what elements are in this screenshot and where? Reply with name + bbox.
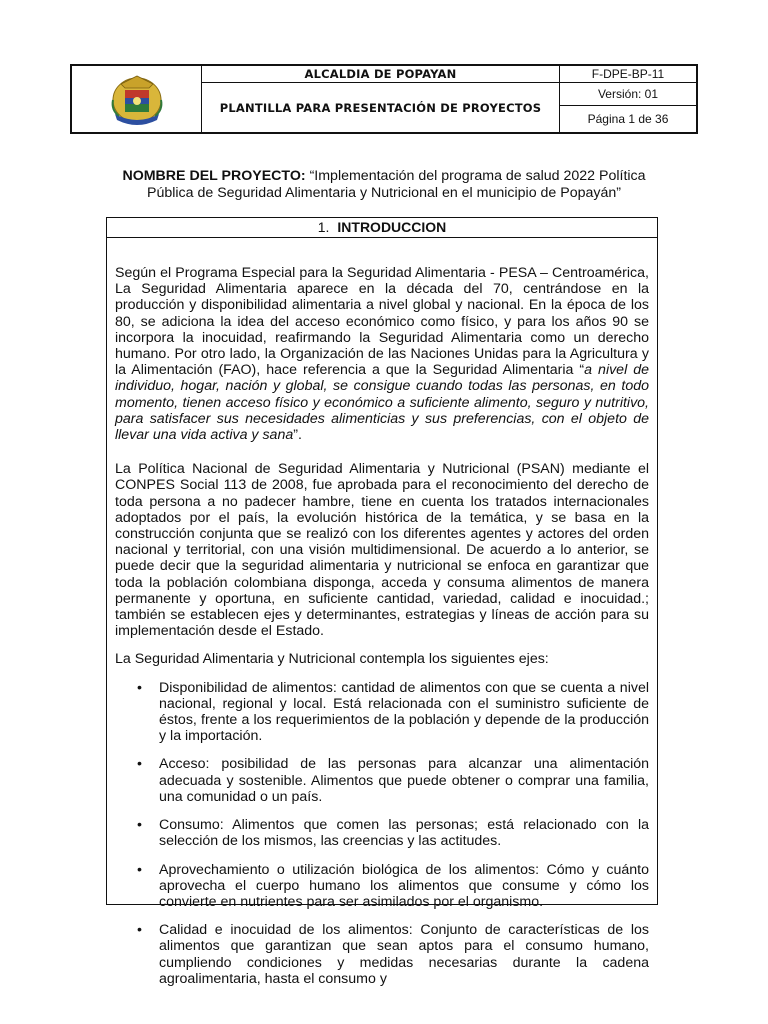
section-title-text: INTRODUCCION	[337, 219, 447, 235]
document-header	[70, 64, 698, 134]
org-name: ALCALDIA DE POPAYAN	[202, 66, 559, 83]
fao-quote: a nivel de individuo, hogar, nación y global, se consigue cuando todas las personas, en todo momento, tienen acceso físico y económico a suficiente alimento, seguro y nutritivo, para satisfacer sus necesidades alimenticias y sus preferencias, con el objeto de llevar una vida activa y sana	[115, 362, 649, 444]
list-item-text: Acceso: posibilidad de las personas para alcanzar una alimentación adecuada y sostenible. Alimentos que puede obtener o comprar una familia, una comunidad o un país.	[159, 756, 649, 805]
project-name-text: “Implementación del programa de salud 2022 Política Pública de Seguridad Alimentaria y Nutricional en el municipio de Popayán”	[147, 168, 646, 201]
introduction-section	[106, 217, 658, 987]
paragraph-ejes-intro: La Seguridad Alimentaria y Nutricional contempla los siguientes ejes:	[115, 651, 549, 668]
form-code: F-DPE-BP-11	[560, 66, 696, 83]
quote-end: ”.	[293, 427, 302, 444]
logo-cell	[72, 66, 202, 132]
bullet-icon: •	[137, 679, 142, 696]
section-number: 1.	[317, 219, 330, 235]
list-item	[115, 862, 649, 911]
list-item	[115, 922, 649, 987]
bullet-icon: •	[137, 922, 142, 939]
municipal-coat-of-arms-logo	[109, 70, 165, 128]
list-item-text: Disponibilidad de alimentos: cantidad de alimentos con que se cuenta a nivel nacional, regional y local. Está relacionada con el suministro suficiente de éstos, frente a los requerimientos de la población y depende de la producción y la importación.	[159, 679, 649, 745]
paragraph-pesa-text: Según el Programa Especial para la Seguridad Alimentaria - PESA – Centroamérica, La Seguridad Alimentaria aparece en la década del 70, centrándose en la producción y disponibilidad alimentaria a nivel global y nacional. En la época de los 80, se adiciona la idea del acceso económico como físico, y para los años 90 se incorpora la inocuidad, reafirmando la Seguridad Alimentaria como un derecho humano. Por otro lado, la Organización de las Naciones Unidas para la Agricultura y la Alimentación (FAO), hace referencia a que la Seguridad Alimentaria “	[115, 265, 649, 379]
bullet-icon: •	[137, 817, 142, 834]
bullet-icon: •	[137, 861, 142, 878]
paragraph-psan: La Política Nacional de Seguridad Alimentaria y Nutricional (PSAN) mediante el CONPES Social 113 de 2008, fue aprobada para el reconocimiento del derecho de toda persona a no padecer hambre, tiene en cuenta los tratados internacionales adoptados por el país, la evolución histórica de la temática, y se basa en la construcción conjunta que se realizó con los diferentes agentes y actores del orden nacional y territorial, con una visión multidimensional. De acuerdo a lo anterior, se puede decir que la seguridad alimentaria y nutricional se enfoca en garantizar que toda la población colombiana disponga, acceda y consuma alimentos de manera permanente y oportuna, en suficiente cantidad, variedad, calidad e inocuidad.; también se establecen ejes y determinantes, estrategias y líneas de acción para su implementación desde el Estado.	[115, 461, 649, 640]
list-item-text: Consumo: Alimentos que comen las personas; está relacionado con la selección de los mismos, las creencias y las actitudes.	[159, 817, 649, 850]
list-item-text: Calidad e inocuidad de los alimentos: Conjunto de características de los alimentos que garantizan que sean aptos para el consumo humano, cumpliendo condiciones y medidas necesarias durante la cadena agroalimentaria, hasta el consumo y	[159, 922, 649, 987]
header-center	[202, 66, 560, 132]
paragraph-pesa	[115, 265, 649, 443]
ejes-list	[115, 680, 649, 987]
page-number: Página 1 de 36	[587, 112, 669, 126]
template-title: PLANTILLA PARA PRESENTACIÓN DE PROYECTOS	[219, 100, 542, 115]
list-item	[115, 817, 649, 849]
version-label: Versión: 01	[560, 83, 696, 106]
project-name	[108, 168, 660, 202]
section-title	[107, 218, 657, 238]
section-content	[107, 238, 657, 987]
list-item	[115, 756, 649, 805]
bullet-icon: •	[137, 756, 142, 773]
project-name-label: NOMBRE DEL PROYECTO:	[122, 168, 306, 184]
list-item-text: Aprovechamiento o utilización biológica de los alimentos: Cómo y cuánto aprovecha el cuerpo humano los alimentos que consume y cómo los convierte en nutrientes para ser asimilados por el organismo.	[159, 861, 649, 910]
list-item	[115, 680, 649, 745]
header-meta	[560, 66, 696, 132]
